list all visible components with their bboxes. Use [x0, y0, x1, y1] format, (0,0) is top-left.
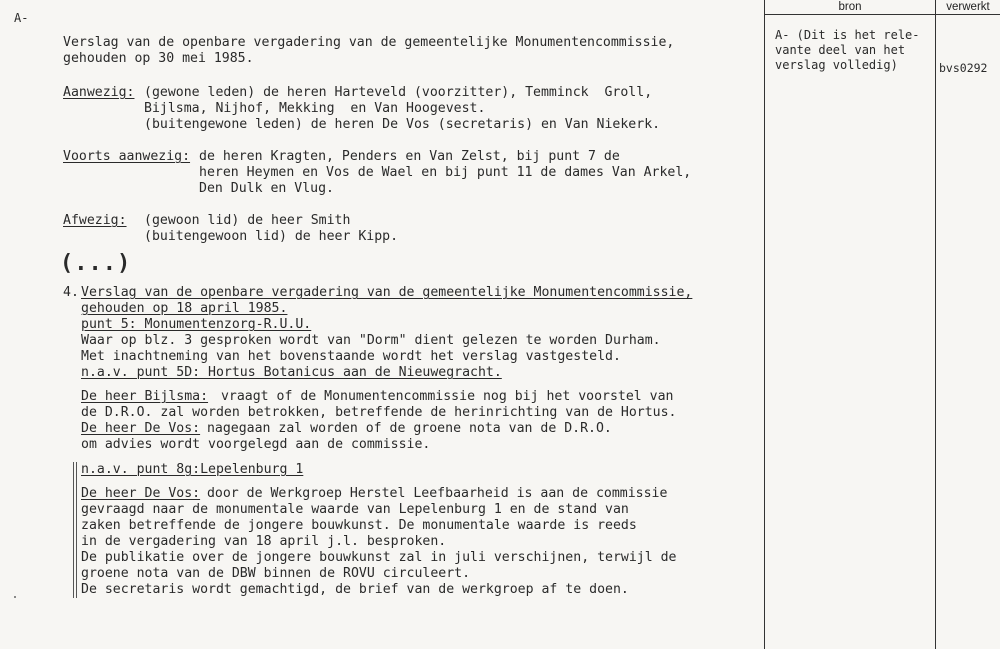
bijlsma-line-2: de D.R.O. zal worden betrokken, betreffende de herinrichting van de Hortus. — [81, 405, 677, 420]
absent-line-1: (gewoon lid) de heer Smith — [144, 213, 351, 228]
devos-line-1: nagegaan zal worden of de groene nota van de D.R.O. — [199, 421, 612, 436]
table-header-rule — [764, 14, 1000, 15]
devos2-label: De heer De Vos: — [81, 486, 201, 501]
intro-line-1: Verslag van de openbare vergadering van de gemeentelijke Monumentencommissie, — [63, 35, 675, 50]
column-header-verwerkt: verwerkt — [946, 1, 990, 13]
bron-note-line-2: vante deel van het — [775, 43, 906, 57]
devos2-line-3: zaken betreffende de jongere bouwkunst. De monumentale waarde is reeds — [81, 518, 637, 533]
punt5-line-1: Waar op blz. 3 gesproken wordt van "Dorm" dient gelezen te worden Durham. — [81, 333, 661, 348]
punt5d-heading: n.a.v. punt 5D: Hortus Botanicus aan de Nieuwegracht. — [81, 365, 502, 380]
devos-line-2: om advies wordt voorgelegd aan de commissie. — [81, 437, 431, 452]
punt5-line-2: Met inachtneming van het bovenstaande wordt het verslag vastgesteld. — [81, 349, 621, 364]
bron-note-line-3: verslag volledig) — [775, 58, 898, 72]
omission-mark: (...) — [60, 251, 132, 276]
margin-bar-2 — [76, 462, 77, 598]
item-title-line-1: Verslag van de openbare vergadering van de gemeentelijke Monumentencommissie, — [81, 285, 693, 300]
present-label: Aanwezig: — [63, 85, 135, 100]
bron-note-line-1: A- (Dit is het rele- — [775, 28, 920, 42]
present-line-1: (gewone leden) de heren Harteveld (voorzitter), Temminck Groll, — [144, 85, 653, 100]
verwerkt-code: bvs0292 — [939, 61, 988, 75]
scan-speck — [14, 596, 16, 598]
also-present-line-1: de heren Kragten, Penders en Van Zelst, bij punt 7 de — [199, 149, 620, 164]
also-present-line-3: Den Dulk en Vlug. — [199, 181, 334, 196]
intro-line-2: gehouden op 30 mei 1985. — [63, 51, 254, 66]
present-line-2: Bijlsma, Nijhof, Mekking en Van Hoogevest. — [144, 101, 486, 116]
bijlsma-label: De heer Bijlsma: — [81, 389, 209, 404]
devos2-line-1: door de Werkgroep Herstel Leefbaarheid is aan de commissie — [199, 486, 668, 501]
table-divider — [935, 0, 936, 649]
devos2-line-5: De publikatie over de jongere bouwkunst zal in juli verschijnen, terwijl de — [81, 550, 677, 565]
bijlsma-line-1: vraagt of de Monumentencommissie nog bij het voorstel van — [213, 389, 674, 404]
also-present-line-2: heren Heymen en Vos de Wael en bij punt 11 de dames Van Arkel, — [199, 165, 692, 180]
column-header-bron: bron — [838, 1, 862, 13]
devos2-line-7: De secretaris wordt gemachtigd, de brief van de werkgroep af te doen. — [81, 582, 629, 597]
devos2-line-6: groene nota van de DBW binnen de ROVU circuleert. — [81, 566, 471, 581]
table-border-left — [764, 0, 765, 649]
also-present-label: Voorts aanwezig: — [63, 149, 191, 164]
item-title-line-2: gehouden op 18 april 1985. — [81, 301, 288, 316]
page-marker: A- — [14, 11, 29, 25]
margin-bar-1 — [73, 462, 74, 598]
present-line-3: (buitengewone leden) de heren De Vos (secretaris) en Van Niekerk. — [144, 117, 661, 132]
punt5-heading: punt 5: Monumentenzorg-R.U.U. — [81, 317, 312, 332]
punt8g-heading: n.a.v. punt 8g:Lepelenburg 1 — [81, 462, 304, 477]
absent-label: Afwezig: — [63, 213, 127, 228]
devos2-line-4: in de vergadering van 18 april j.l. besproken. — [81, 534, 447, 549]
absent-line-2: (buitengewoon lid) de heer Kipp. — [144, 229, 399, 244]
item-number: 4. — [63, 285, 79, 300]
devos-label: De heer De Vos: — [81, 421, 201, 436]
devos2-line-2: gevraagd naar de monumentale waarde van Lepelenburg 1 en de stand van — [81, 502, 629, 517]
